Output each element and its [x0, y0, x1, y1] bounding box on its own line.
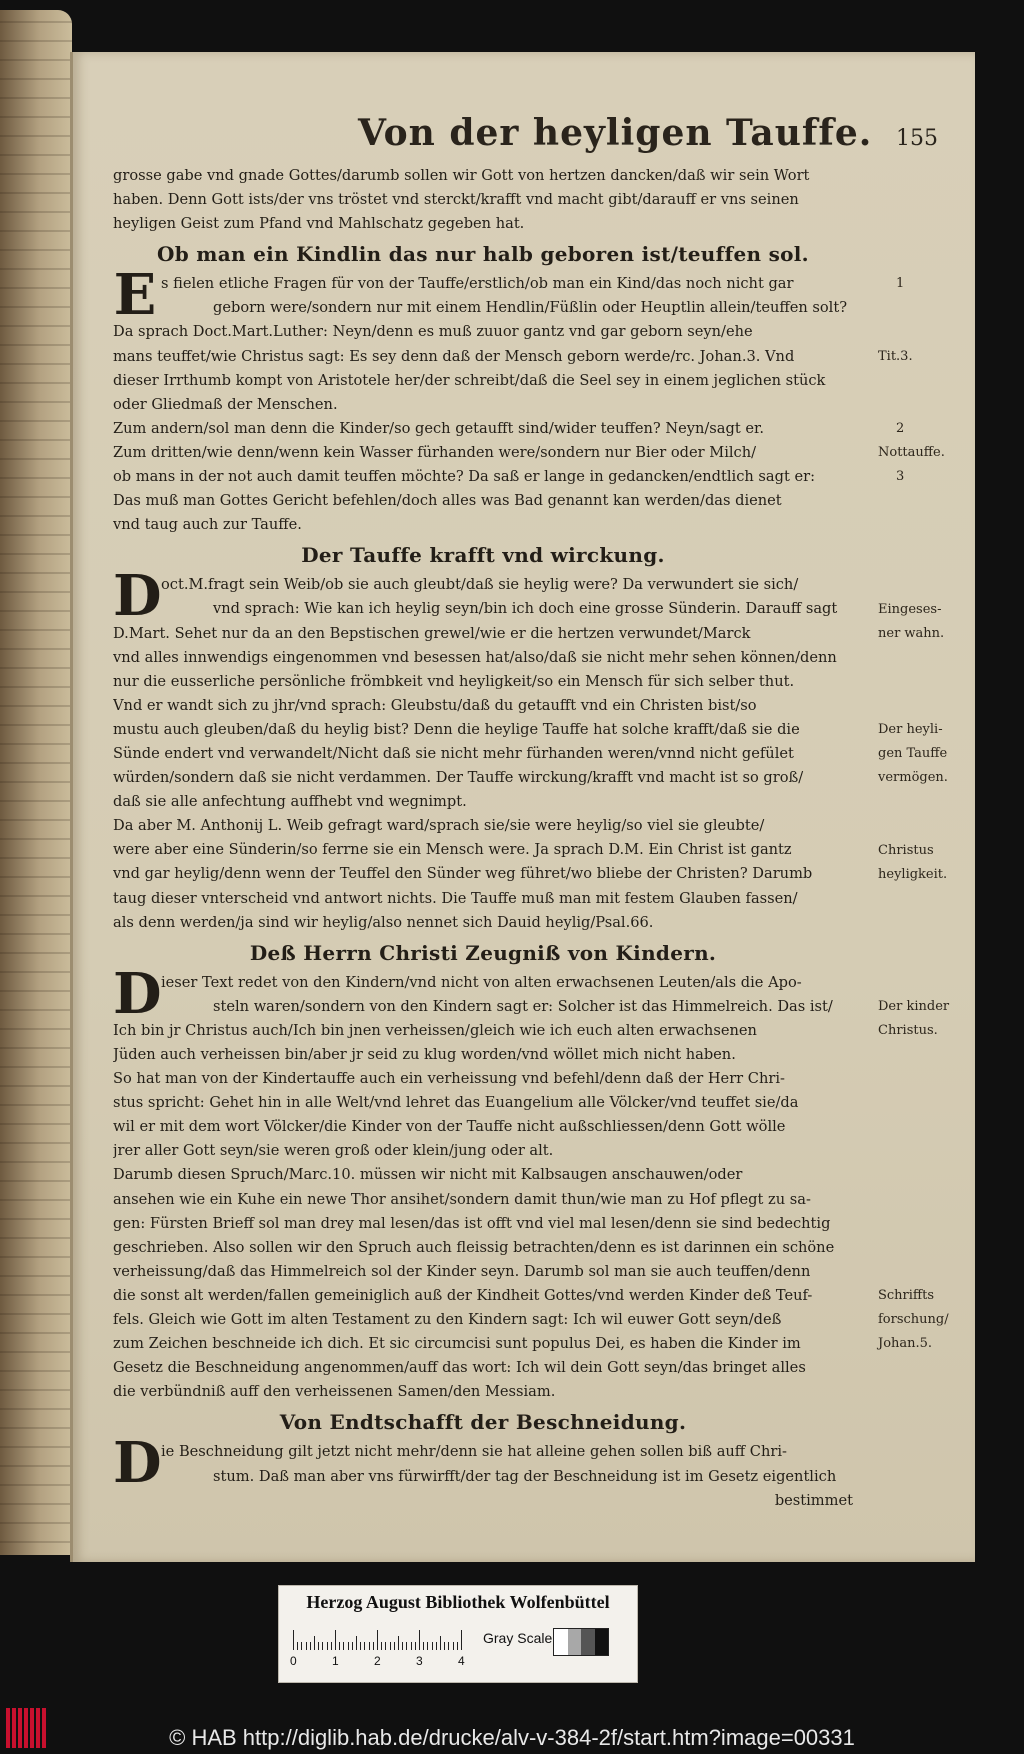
- section-heading: Deß Herrn Christi Zeugniß von Kindern.: [249, 940, 717, 965]
- text-line: nur die eusserliche persönliche frömbkeit vnd heyligkeit/so ein Mensch für sich selber thut.: [113, 672, 795, 690]
- text-line: ansehen wie ein Kuhe ein newe Thor ansihet/sondern damit thun/wie man zu Hof pflegt zu sa-: [113, 1190, 811, 1208]
- ruler-tick: [457, 1642, 458, 1650]
- facing-page-edge: [0, 10, 72, 1555]
- ruler-tick: [411, 1642, 412, 1650]
- gray-scale-label: Gray Scale: [483, 1630, 553, 1646]
- ruler-tick: [394, 1642, 395, 1650]
- section-heading: Der Tauffe krafft vnd wirckung.: [301, 543, 665, 568]
- gray-step: [581, 1629, 595, 1655]
- margin-note: gen Tauffe: [878, 746, 948, 762]
- margin-note: Tit.3.: [878, 348, 913, 364]
- text-line: würden/sondern daß sie nicht verdammen. Der Tauffe wirckung/krafft vnd macht ist so groß/: [113, 769, 804, 787]
- library-name: Herzog August Bibliothek Wolfenbüttel: [306, 1592, 610, 1612]
- ruler-tick: [335, 1630, 336, 1650]
- margin-note: Der heyli-: [878, 722, 943, 737]
- drop-initial: D: [113, 563, 162, 630]
- gray-step: [568, 1629, 582, 1655]
- footer-credit: © HAB http://diglib.hab.de/drucke/alv-v-384-2f/start.htm?image=00331: [169, 1725, 855, 1750]
- drop-initial: E: [113, 262, 157, 329]
- text-line: Da sprach Doct.Mart.Luther: Neyn/denn es muß zuuor gantz vnd gar geborn seyn/ehe: [113, 323, 753, 341]
- ruler-tick: [423, 1642, 424, 1650]
- margin-notes: [878, 52, 970, 1562]
- text-line: daß sie alle anfechtung auffhebt vnd wegnimpt.: [113, 793, 467, 811]
- text-line: haben. Denn Gott ists/der vns tröstet vnd sterckt/krafft vnd macht gibt/darauff er vns seinen: [113, 191, 799, 209]
- text-line: geborn were/sondern nur mit einem Hendlin/Füßlin oder Heuptlin allein/teuffen solt?: [213, 299, 848, 317]
- ruler-tick: [398, 1636, 399, 1650]
- text-line: Da aber M. Anthonij L. Weib gefragt ward/sprach sie/sie were heylig/so viel sie gleubte/: [113, 817, 765, 835]
- ruler-tick: [327, 1642, 328, 1650]
- scale-ruler: [293, 1628, 493, 1650]
- ruler-tick: [436, 1642, 437, 1650]
- text-line: mans teuffet/wie Christus sagt: Es sey denn daß der Mensch geborn werde/rc. Johan.3. Vnd: [113, 347, 795, 365]
- margin-note: heyligkeit.: [878, 866, 948, 882]
- text-line: Zum dritten/wie denn/wenn kein Wasser fürhanden were/sondern nur Bier oder Milch/: [113, 443, 757, 461]
- ruler-tick: [360, 1642, 361, 1650]
- ruler-tick: [444, 1642, 445, 1650]
- text-line: stus spricht: Gehet hin in alle Welt/vnd lehret das Euangelium alle Völcker/vnd teuffet sie/da: [113, 1094, 799, 1112]
- margin-note: forschung/: [878, 1312, 949, 1328]
- text-line: stum. Daß man aber vns fürwirfft/der tag der Beschneidung ist im Gesetz eigentlich: [213, 1467, 837, 1485]
- gray-scale-steps: [553, 1628, 609, 1656]
- ruler-tick: [348, 1642, 349, 1650]
- text-line: oder Gliedmaß der Menschen.: [113, 395, 338, 413]
- ruler-number: 3: [416, 1654, 423, 1668]
- margin-note: vermögen.: [878, 770, 948, 786]
- margin-note: Eingeses-: [878, 601, 942, 617]
- margin-note: 3: [896, 469, 905, 485]
- drop-initial: D: [113, 1430, 162, 1497]
- text-line: jrer aller Gott seyn/sie weren groß oder klein/jung oder alt.: [113, 1142, 554, 1160]
- ruler-tick: [331, 1642, 332, 1650]
- text-line: Vnd er wandt sich zu jhr/vnd sprach: Gleubstu/daß du getaufft vnd ein Christen bist/so: [113, 696, 757, 714]
- library-scale-plate: [278, 1585, 638, 1683]
- text-line: ob mans in der not auch damit teuffen möchte? Da saß er lange in gedancken/endtlich sagt er:: [113, 468, 815, 486]
- ruler-tick: [306, 1642, 307, 1650]
- text-line: Jüden auch verheissen bin/aber jr seid zu klug worden/vnd wöllet mich nicht haben.: [113, 1046, 736, 1063]
- ruler-number: 2: [374, 1654, 381, 1668]
- ruler-tick: [377, 1630, 378, 1650]
- ruler-tick: [415, 1642, 416, 1650]
- text-line: vnd taug auch zur Tauffe.: [113, 516, 302, 534]
- ruler-tick: [381, 1642, 382, 1650]
- ruler-tick: [402, 1642, 403, 1650]
- text-line: mustu auch gleuben/daß du heylig bist? Denn die heylige Tauffe hat solche krafft/daß sie die: [113, 720, 800, 738]
- ruler-tick: [432, 1642, 433, 1650]
- text-line: taug dieser vnterscheid vnd antwort nichts. Die Tauffe muß man mit festem Glauben fassen/: [113, 889, 798, 907]
- margin-note: Der kinder: [878, 999, 950, 1014]
- text-line-content: ie Beschneidung gilt jetzt nicht mehr/denn sie hat alleine gehen sollen biß auff Chri-: [161, 1443, 787, 1461]
- ruler-tick: [448, 1642, 449, 1650]
- ruler-tick: [343, 1642, 344, 1650]
- text-line: gen: Fürsten Brieff sol man drey mal lesen/das ist offt vnd viel mal lesen/denn sie sind bedechtig: [113, 1214, 831, 1232]
- margin-note: 2: [896, 420, 905, 436]
- ruler-number: 0: [290, 1654, 297, 1668]
- text-line: fels. Gleich wie Gott im alten Testament zu den Kindern sagt: Ich wil euwer Gott seyn/deß: [113, 1311, 782, 1329]
- text-line: vnd sprach: Wie kan ich heylig seyn/bin ich doch eine grosse Sünderin. Darauff sagt: [213, 600, 838, 618]
- text-line-content: s fielen etliche Fragen für von der Tauffe/erstlich/ob man ein Kind/das noch nicht gar: [161, 275, 794, 293]
- text-line: vnd gar heylig/denn wenn der Teuffel den Sünder weg führet/wo bliebe der Christen? Darumb: [113, 865, 813, 883]
- margin-note: Schriffts: [878, 1288, 935, 1304]
- text-line: were aber eine Sünderin/so ferrne sie ein Mensch were. Ja sprach D.M. Ein Christ ist gantz: [113, 841, 792, 859]
- ruler-tick: [356, 1636, 357, 1650]
- ruler-tick: [369, 1642, 370, 1650]
- gray-step: [595, 1629, 609, 1655]
- text-line: geschrieben. Also sollen wir den Spruch auch fleissig betrachten/denn es ist darinnen ein schöne: [113, 1238, 835, 1256]
- text-line: Zum andern/sol man denn die Kinder/so gech getaufft sind/wider teuffen? Neyn/sagt er.: [113, 419, 764, 437]
- ruler-tick: [301, 1642, 302, 1650]
- text-line: die sonst alt werden/fallen gemeiniglich auß der Kindheit Gottes/vnd werden Kinder deß Teuf-: [113, 1286, 813, 1304]
- text-line: vnd alles innwendigs eingenommen vnd besessen hat/also/daß sie nicht mehr sehen können/denn: [113, 648, 837, 666]
- margin-note: Nottauffe.: [878, 445, 945, 460]
- text-line: Das muß man Gottes Gericht befehlen/doch alles was Bad genannt kan werden/das dienet: [113, 492, 782, 510]
- folio-number: 155: [896, 126, 938, 151]
- ruler-tick: [390, 1642, 391, 1650]
- text-line: verheissung/daß das Himmelreich sol der Kinder seyn. Darumb sol man sie auch teuffen/denn: [113, 1262, 811, 1280]
- ruler-number: 4: [458, 1654, 465, 1668]
- margin-note: Christus: [878, 842, 934, 858]
- ruler-tick: [461, 1630, 462, 1650]
- ruler-tick: [310, 1642, 311, 1650]
- ruler-tick: [406, 1642, 407, 1650]
- margin-note: Christus.: [878, 1023, 938, 1039]
- text-line: wil er mit dem wort Völcker/die Kinder von der Tauffe nicht außschliessen/denn Gott wölle: [113, 1118, 786, 1136]
- margin-note: 1: [896, 276, 905, 292]
- gray-step: [554, 1629, 568, 1655]
- text-line-content: oct.M.fragt sein Weib/ob sie auch gleubt/daß sie heylig were? Da verwundert sie sich/: [161, 576, 799, 594]
- ruler-tick: [293, 1630, 294, 1650]
- body-text: [113, 164, 853, 1513]
- text-line: So hat man von der Kindertauffe auch ein verheissung vnd befehl/denn daß der Herr Chri-: [113, 1070, 785, 1088]
- ruler-tick: [440, 1636, 441, 1650]
- ruler-tick: [453, 1642, 454, 1650]
- ruler-tick: [419, 1630, 420, 1650]
- ruler-tick: [364, 1642, 365, 1650]
- ruler-number: 1: [332, 1654, 339, 1668]
- page-header: [298, 112, 938, 158]
- text-line: steln waren/sondern von den Kindern sagt er: Solcher ist das Himmelreich. Das ist/: [213, 997, 833, 1015]
- text-line: als denn werden/ja sind wir heylig/also nennet sich Dauid heylig/Psal.66.: [113, 913, 654, 931]
- ruler-tick: [427, 1642, 428, 1650]
- section-heading: Ob man ein Kindlin das nur halb geboren ist/teuffen sol.: [157, 242, 809, 267]
- text-line: die verbündniß auff den verheissenen Samen/den Messiam.: [113, 1383, 556, 1401]
- ruler-tick: [318, 1642, 319, 1650]
- text-line: D.Mart. Sehet nur da an den Bepstischen grewel/wie er die hertzen verwundet/Marck: [113, 624, 751, 642]
- text-line: heyligen Geist zum Pfand vnd Mahlschatz gegeben hat.: [113, 215, 525, 233]
- text-line: grosse gabe vnd gnade Gottes/darumb sollen wir Gott von hertzen dancken/daß wir sein Wort: [113, 167, 810, 184]
- ruler-tick: [352, 1642, 353, 1650]
- text-line: Gesetz die Beschneidung angenommen/auff das wort: Ich wil dein Gott seyn/das bringet alles: [113, 1359, 806, 1377]
- section-heading: Von Endtschafft der Beschneidung.: [279, 1410, 687, 1435]
- text-line: Darumb diesen Spruch/Marc.10. müssen wir nicht mit Kalbsaugen anschauwen/oder: [113, 1166, 743, 1184]
- ruler-tick: [339, 1642, 340, 1650]
- ruler-tick: [297, 1642, 298, 1650]
- margin-note: Johan.5.: [878, 1336, 933, 1352]
- book-page: [70, 52, 975, 1562]
- ruler-tick: [322, 1642, 323, 1650]
- text-line: Ich bin jr Christus auch/Ich bin jnen verheissen/gleich wie ich euch alten erwachsenen: [113, 1021, 757, 1039]
- ruler-numbers: [290, 1654, 493, 1670]
- ruler-tick: [385, 1642, 386, 1650]
- text-line: Sünde endert vnd verwandelt/Nicht daß sie nicht mehr fürhanden weren/vnnd nicht gefület: [113, 744, 794, 762]
- drop-initial: D: [113, 960, 162, 1027]
- ruler-tick: [314, 1636, 315, 1650]
- text-line: dieser Irrthumb kompt von Aristotele her/der schreibt/daß die Seel sey in einem jeglichen stück: [113, 371, 826, 389]
- text-line: bestimmet: [774, 1491, 853, 1509]
- running-head: Von der heyligen Tauffe.: [358, 112, 873, 154]
- ruler-tick: [373, 1642, 374, 1650]
- text-line-content: ieser Text redet von den Kindern/vnd nicht von alten erwachsenen Leuten/als die Apo-: [161, 973, 802, 991]
- text-line: zum Zeichen beschneide ich dich. Et sic circumcisi sunt populus Dei, es haben die Kinder im: [113, 1335, 801, 1353]
- margin-note: ner wahn.: [878, 625, 945, 641]
